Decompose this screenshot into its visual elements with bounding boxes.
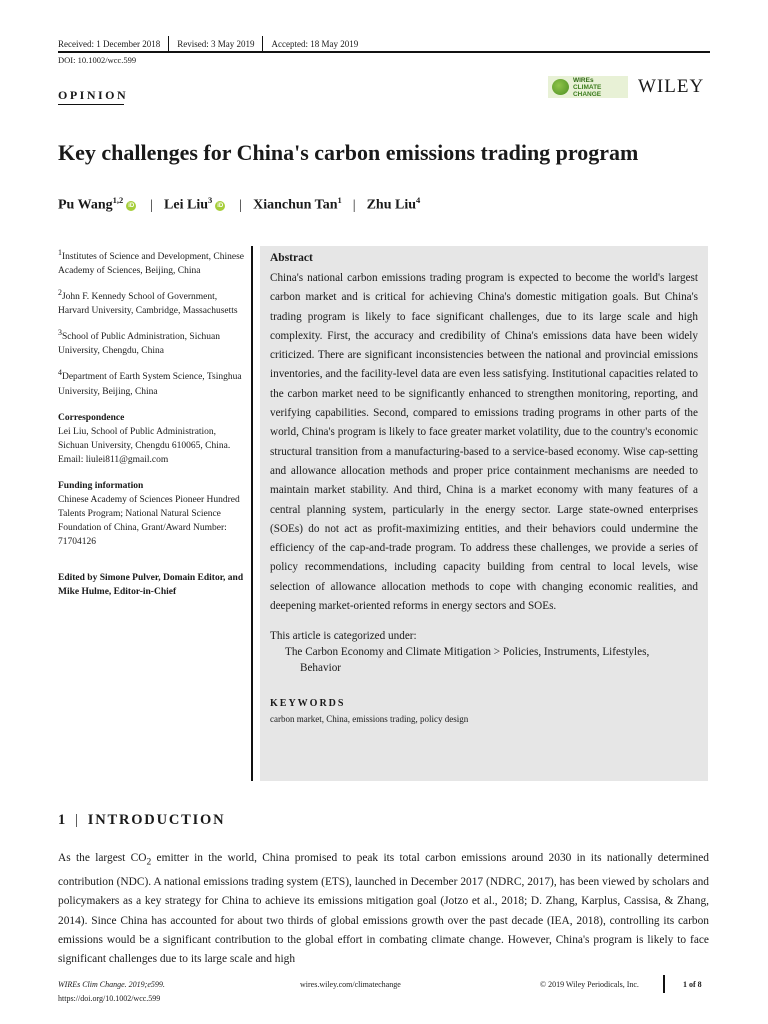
funding-heading: Funding information [58, 480, 144, 491]
intro-text: emitter in the world, China promised to peak its total carbon emissions around 2030 in its nationally determined contribution (NDC). A national emissions trading system (ETS), launched in December 2017 (NDRC, 2017), has been viewed by scholars and policymakers as a key strategy for China to achieve its emissions mitigation goal (Jotzo et al., 2018; D. Zhang, Karplus, Cassisa, & Zhang, 2014). Since China has accounted for about two thirds of global emissions growth over the past decade (IEA, 2018), controlling its carbon emissions would be a significant contribution to the global effort in combating climate change. However, China's program is likely to face significant challenges due to its large scale and high [58, 852, 709, 966]
author-name[interactable]: Xianchun Tan [253, 197, 338, 213]
intro-text: As the largest CO [58, 852, 147, 864]
footer-site-link[interactable]: wires.wiley.com/climatechange [300, 980, 401, 989]
affiliation-sup: 4 [58, 368, 62, 378]
keywords-heading: KEYWORDS [270, 698, 346, 710]
author-affiliation-sup: 4 [416, 195, 421, 205]
author-affiliation-sup: 1 [337, 195, 342, 205]
orcid-icon[interactable]: iD [128, 202, 135, 209]
section-label: OPINION [58, 88, 129, 102]
abstract-text: China's national carbon emissions trading program is expected to become the world's largest carbon market and is critical for achieving China's domestic mitigation goals. But China's trading program is likely to face significant challenges, due to its large scale and high complexity. First, the accuracy and credibility of China's emissions data have been widely criticized. There are significant inconsistencies between the national and provincial emissions inventories, and the facility-level data are even less satisfying. Institutional capacities related to the carbon market need to be significantly enhanced to strengthen monitoring, reporting, and verifying capabilities. Second, compared to emissions trading programs in other parts of the world, China's program is likely to face greater market volatility, due to the country's economic structural transition from a manufacturing-based to a service-based economy. Wise cap-setting and allowance allocation methods and proper price containment mechanisms are needed to maintain market stability. And third, China is a market economy with many features of a central planning system, particularly in the energy sector. Large state-owned enterprises (SOEs) do not act as profit-maximizing entities, and their behaviors could undermine the efficiency of the cap-and-trade program. To address these challenges, we provide a series of policy recommendations, including capacity building from central to local levels, wise selection of allowance allocation methods to cope with changing economic realities, and deepening market-oriented reforms in energy sectors and SOEs. [270, 272, 698, 613]
categorized-intro: This article is categorized under: [270, 630, 417, 643]
accepted-date: Accepted: 18 May 2019 [271, 39, 359, 49]
page-number: 1 of 8 [683, 980, 702, 989]
header-rule [58, 51, 710, 53]
wires-globe-icon [552, 79, 569, 95]
author-separator: | [352, 197, 356, 213]
publisher-logo: WILEY [638, 76, 705, 97]
article-dates [58, 36, 710, 52]
journal-logo-line2: CLIMATE CHANGE [572, 83, 602, 98]
footer-copyright: © 2019 Wiley Periodicals, Inc. [540, 980, 639, 989]
journal-logo [548, 76, 628, 98]
footer-divider [663, 975, 665, 993]
section-bar: | [75, 812, 80, 828]
author-name[interactable]: Lei Liu [164, 197, 209, 213]
category-block [270, 628, 698, 676]
affiliation [58, 286, 246, 318]
section-title: INTRODUCTION [87, 812, 226, 828]
affiliation [58, 326, 246, 358]
received-date: Received: 1 December 2018 [58, 36, 169, 52]
affiliation-sup: 1 [58, 248, 62, 257]
section-number: 1 [58, 812, 68, 828]
affiliation-text: Department of Earth System Science, Tsinghua University, Beijing, China [58, 372, 242, 397]
author-name[interactable]: Zhu Liu [366, 197, 417, 213]
journal-logo-text [573, 77, 628, 98]
sidebar [58, 246, 246, 599]
section-heading [58, 812, 225, 829]
category-path[interactable] [270, 644, 698, 676]
author-separator: | [150, 197, 154, 213]
category-line: Behavior [300, 662, 342, 675]
affiliation-text: Institutes of Science and Development, Chinese Academy of Sciences, Beijing, China [58, 252, 244, 277]
abstract-box [260, 246, 708, 781]
footer-journal: WIREs Clim Change. 2019;e599. [58, 980, 165, 989]
author-affiliation-sup: 3 [208, 195, 213, 205]
category-line: The Carbon Economy and Climate Mitigation > Policies, Instruments, Lifestyles, [285, 646, 650, 659]
correspondence-heading: Correspondence [58, 412, 125, 423]
affiliation [58, 246, 246, 278]
introduction-paragraph [58, 849, 709, 970]
footer-doi-link[interactable]: https://doi.org/10.1002/wcc.599 [58, 994, 161, 1003]
author-affiliation-sup: 1,2 [112, 195, 124, 205]
affiliation [58, 366, 246, 398]
correspondence-email[interactable]: Email: liulei811@gmail.com [58, 454, 169, 465]
journal-logo-line1: WIREs [572, 76, 594, 84]
affiliation-sup: 3 [58, 328, 62, 338]
section-underline [58, 104, 124, 105]
author-separator: | [239, 197, 243, 213]
correspondence-text: Lei Liu, School of Public Administration, Sichuan University, Chengdu 610065, China. [58, 426, 231, 451]
abstract-divider [251, 246, 253, 781]
keywords: carbon market, China, emissions trading, policy design [270, 714, 469, 725]
funding-text: Chinese Academy of Sciences Pioneer Hundred Talents Program; National Natural Science Foundation of China, Grant/Award Number: 71704126 [58, 494, 240, 547]
doi: DOI: 10.1002/wcc.599 [58, 55, 137, 65]
article-title: Key challenges for China's carbon emissions trading program [58, 140, 639, 165]
affiliation-sup: 2 [58, 288, 62, 298]
orcid-icon[interactable]: iD [217, 202, 224, 209]
edited-by: Edited by Simone Pulver, Domain Editor, and Mike Hulme, Editor-in-Chief [58, 572, 244, 597]
author-list [58, 195, 420, 214]
co2-subscript: 2 [146, 857, 152, 868]
author-name[interactable]: Pu Wang [58, 197, 113, 213]
affiliation-text: School of Public Administration, Sichuan University, Chengdu, China [58, 332, 221, 357]
affiliation-text: John F. Kennedy School of Government, Harvard University, Cambridge, Massachusetts [58, 292, 238, 317]
abstract-heading: Abstract [270, 252, 313, 264]
revised-date: Revised: 3 May 2019 [177, 36, 263, 52]
